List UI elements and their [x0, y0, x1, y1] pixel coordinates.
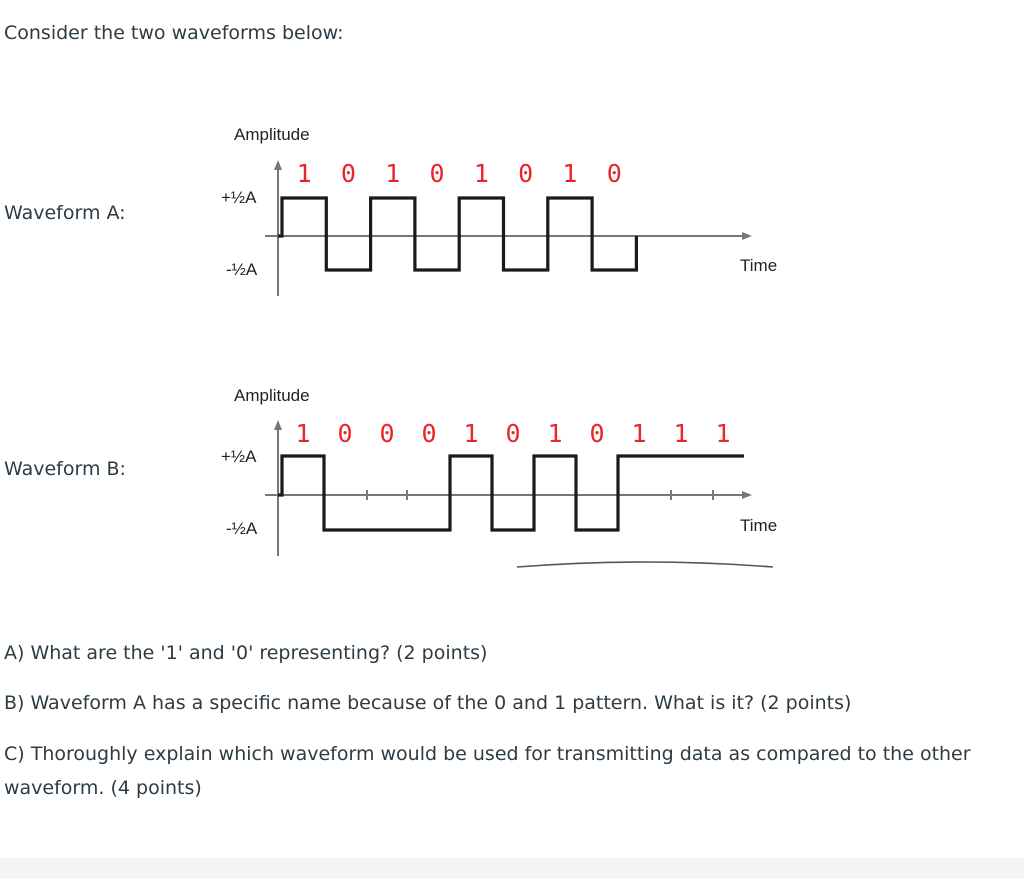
- waveform-a-figure: [221, 125, 777, 296]
- waveform-b-minus-label: -½A: [226, 519, 258, 538]
- bit-label: 0: [379, 419, 395, 448]
- waveform-a-label: Waveform A:: [4, 202, 126, 224]
- bit-label: 0: [429, 159, 445, 188]
- waveform-a-plus-label: +½A: [221, 188, 257, 207]
- waveform-b-time-label: Time: [740, 516, 778, 535]
- bit-label: 0: [337, 419, 353, 448]
- question-c: C) Thoroughly explain which waveform would be used for transmitting data as compared to the other waveform. (4 points): [4, 743, 971, 799]
- waveform-a-axis-title: Amplitude: [234, 125, 310, 144]
- bit-label: 1: [296, 159, 312, 188]
- waveform-b-axis-title: Amplitude: [234, 386, 310, 405]
- bit-label: 0: [421, 419, 437, 448]
- bit-label: 1: [463, 419, 479, 448]
- waveform-b-label: Waveform B:: [4, 458, 126, 480]
- waveform-b-figure: [221, 386, 777, 567]
- decorative-curve: [517, 562, 773, 567]
- bit-label: 1: [631, 419, 647, 448]
- waveform-b-y-arrow: [274, 420, 282, 430]
- waveform-b-plus-label: +½A: [221, 447, 257, 466]
- question-a: A) What are the '1' and '0' representing? (2 points): [4, 642, 488, 664]
- bit-label: 1: [385, 159, 401, 188]
- question-b: B) Waveform A has a specific name because of the 0 and 1 pattern. What is it? (2 points): [4, 692, 852, 714]
- intro-text: Consider the two waveforms below:: [4, 22, 344, 44]
- bit-label: 1: [562, 159, 578, 188]
- bit-label: 1: [673, 419, 689, 448]
- waveform-a-bits: [297, 159, 622, 188]
- bit-label: 1: [715, 419, 731, 448]
- waveform-a-signal: [278, 198, 636, 270]
- bottom-bar: [0, 858, 1024, 879]
- bit-label: 0: [505, 419, 521, 448]
- waveform-a-y-arrow: [274, 160, 282, 170]
- bit-label: 0: [340, 159, 356, 188]
- bit-label: 1: [473, 159, 489, 188]
- waveform-a-x-arrow: [742, 232, 752, 240]
- waveform-b-signal: [278, 456, 744, 530]
- bit-label: 1: [295, 419, 311, 448]
- waveform-b-bits: [295, 419, 730, 448]
- bit-label: 0: [518, 159, 534, 188]
- waveform-a-minus-label: -½A: [226, 260, 258, 279]
- bit-label: 0: [606, 159, 622, 188]
- waveform-b-x-arrow: [742, 491, 752, 499]
- bit-label: 0: [589, 419, 605, 448]
- bit-label: 1: [547, 419, 563, 448]
- waveform-a-time-label: Time: [740, 256, 778, 275]
